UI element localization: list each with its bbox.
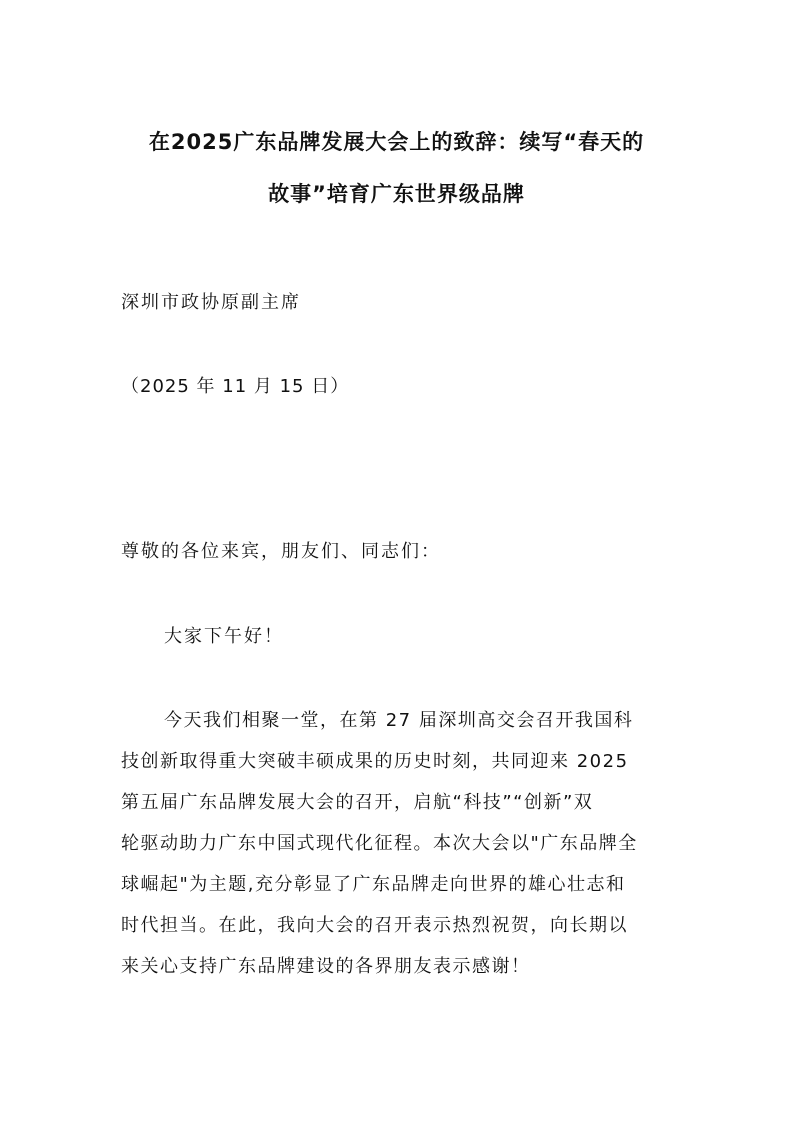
author-line: 深圳市政协原副主席 — [121, 292, 301, 313]
document-title-line-2: 故事”培育广东世界级品牌 — [268, 182, 525, 206]
greeting: 大家下午好！ — [164, 626, 284, 647]
document-title-line-1: 在2025广东品牌发展大会上的致辞：续写“春天的 — [148, 130, 645, 154]
paragraph-1-line: 第五届广东品牌发展大会的召开，启航“科技”“创新”双 — [121, 792, 594, 813]
date-line: （2025 年 11 月 15 日） — [121, 376, 350, 397]
paragraph-1-line: 轮驱动助力广东中国式现代化征程。本次大会以"广东品牌全 — [121, 833, 638, 854]
paragraph-1-line: 球崛起"为主题,充分彰显了广东品牌走向世界的雄心壮志和 — [121, 874, 626, 895]
paragraph-1-line: 今天我们相聚一堂，在第 27 届深圳高交会召开我国科 — [164, 710, 634, 731]
salutation: 尊敬的各位来宾，朋友们、同志们： — [121, 541, 441, 562]
paragraph-1-line: 来关心支持广东品牌建设的各界朋友表示感谢！ — [121, 956, 531, 977]
paragraph-1-line: 技创新取得重大突破丰硕成果的历史时刻，共同迎来 2025 — [121, 751, 629, 772]
paragraph-1-line: 时代担当。在此，我向大会的召开表示热烈祝贺，向长期以 — [121, 915, 628, 936]
